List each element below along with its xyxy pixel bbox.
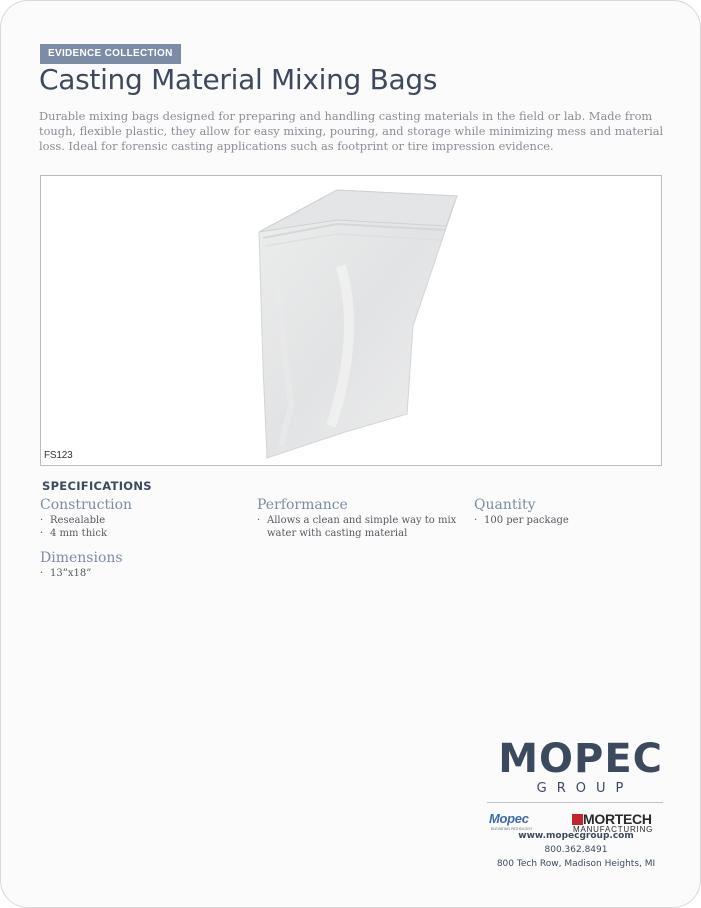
spec-list xyxy=(40,514,132,540)
mortech-subtitle: MANUFACTURING xyxy=(573,825,654,834)
spec-title: Quantity xyxy=(474,497,536,513)
contact-info xyxy=(481,829,671,871)
website-link[interactable]: www.mopecgroup.com xyxy=(518,831,634,841)
logo-divider xyxy=(487,802,663,803)
category-tag: EVIDENCE COLLECTION xyxy=(40,44,181,64)
product-image-frame xyxy=(40,175,662,466)
product-description: Durable mixing bags designed for preparing and handling casting materials in the field or lab. Made from tough, flexible plastic, they allow for easy mixing, pouring, and storage while minimizing mess and material loss. Ideal for forensic casting applications such as footprint or tire impression evidence. xyxy=(39,109,664,153)
mopec-group-logo xyxy=(487,736,663,834)
spec-item: · Resealable xyxy=(40,514,132,527)
spec-title: Performance xyxy=(257,497,348,513)
mopec-wordmark: MOPEC xyxy=(498,736,663,782)
spec-construction xyxy=(40,497,132,540)
specifications-heading: SPECIFICATIONS xyxy=(42,479,152,493)
spec-item: · 100 per package xyxy=(474,514,569,527)
address: 800 Tech Row, Madison Heights, MI xyxy=(496,859,656,869)
spec-list xyxy=(40,567,123,580)
spec-title: Dimensions xyxy=(40,550,123,566)
page-title: Casting Material Mixing Bags xyxy=(39,63,438,96)
mopec-tagline: ELEVATING PATHOLOGY xyxy=(491,827,533,831)
mortech-mark-icon xyxy=(572,814,583,825)
mixing-bag-image xyxy=(41,176,661,465)
mopec-sub-logo: Mopec xyxy=(489,811,529,826)
spec-performance xyxy=(257,497,457,540)
spec-dimensions xyxy=(40,550,123,580)
group-wordmark: GROUP xyxy=(536,781,634,796)
spec-list xyxy=(474,514,569,527)
spec-item: · 4 mm thick xyxy=(40,527,132,540)
product-sku: FS123 xyxy=(44,450,73,461)
phone-number: 800.362.8491 xyxy=(544,845,608,855)
spec-list xyxy=(257,514,457,540)
spec-title: Construction xyxy=(40,497,133,513)
spec-quantity xyxy=(474,497,569,527)
mortech-logo: MORTECH xyxy=(583,811,652,827)
spec-item: · Allows a clean and simple way to mix water with casting material xyxy=(257,514,457,540)
spec-item: · 13”x18” xyxy=(40,567,123,580)
